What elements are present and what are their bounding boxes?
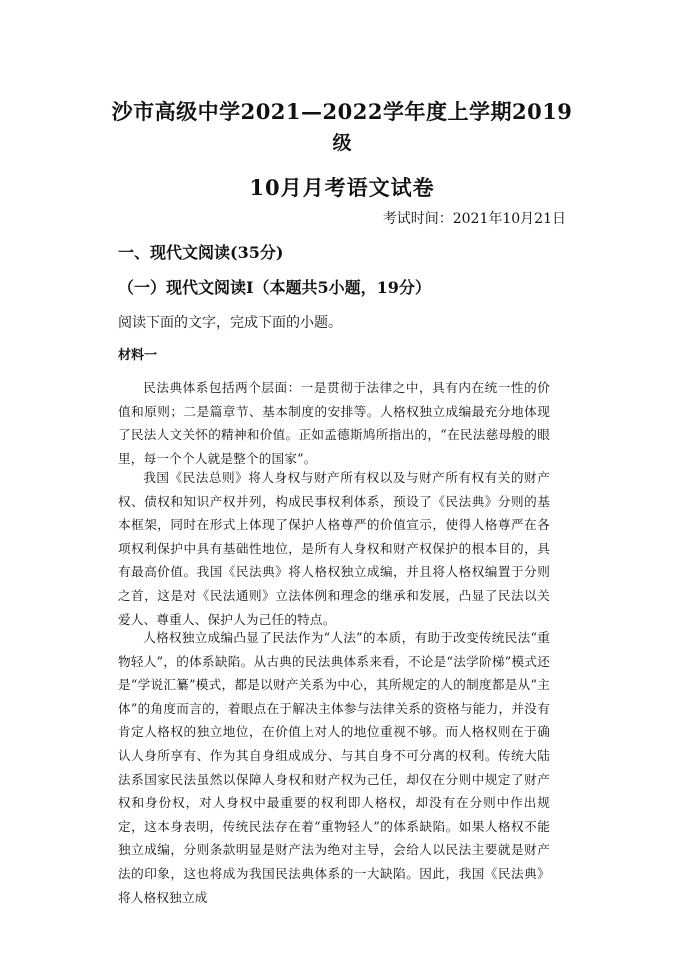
- document-title: 沙市高级中学2021—2022学年度上学期2019: [111, 99, 573, 124]
- paragraph-text: 人格权独立成编凸显了民法作为“人法”的本质，有助于改变传统民法“重物轻人”，的体系缺陷。从古典的民法典体系来看，不论是“法学阶梯”模式还是“学说汇纂”模式，都是以财产关系为中心，其所规定的人的制度都是从“主体”的角度而言的，着眼点在于解决主体参与法律关系的资格与能力，并没有肯定人格权的独立地位，在价值上对人的地位重视不够。而人格权则在于确认人身所享有、作为其自身组成成分、与其自身不可分离的权利。传统大陆法系国家民法虽然以保障人身权和财产权为己任，却仅在分则中规定了财产权和身份权，对人身权中最重要的权利即人格权，却没有在分则中作出规定，这本身表明，传统民法存在着“重物轻人”的体系缺陷。如果人格权不能独立成编，分则条款明显是财产法为绝对主导，会给人以民法主要就是财产法的印象，这也将成为我国民法典体系的一大缺陷。因此，我国《民法典》将人格权独立成: [118, 630, 550, 905]
- paragraph-1: [118, 376, 550, 470]
- material-label: 材料一: [118, 348, 158, 363]
- reading-instruction: 阅读下面的文字，完成下面的小题。: [118, 315, 342, 331]
- exam-title: 10月月考语文试卷: [249, 175, 435, 200]
- paragraph-3: [118, 626, 550, 909]
- subsection-heading: （一）现代文阅读Ⅰ（本题共5小题，19分）: [118, 278, 431, 297]
- paragraph-text: 民法典体系包括两个层面：一是贯彻于法律之中，具有内在统一性的价值和原则；二是篇章节、基本制度的安排等。人格权独立成编最充分地体现了民法人文关怀的精神和价值。正如孟德斯鸠所指出的，“在民法慈母般的眼里，每一个个人就是整个的国家”。: [118, 380, 550, 466]
- section-heading: 一、现代文阅读(35分): [118, 243, 284, 262]
- paragraph-text: 我国《民法总则》将人身权与财产所有权以及与财产所有权有关的财产权、债权和知识产权并列，构成民事权利体系，预设了《民法典》分则的基本框架，同时在形式上体现了保护人格尊严的价值宣示，使得人格尊严在各项权利保护中具有基础性地位，是所有人身权和财产权保护的根本目的，具有最高价值。我国《民法典》将人格权独立成编，并且将人格权编置于分则之首，这是对《民法通则》立法体例和理念的继承和发展，凸显了民法以关爱人、尊重人、保护人为己任的特点。: [118, 470, 550, 627]
- document-title-continued: 级: [332, 132, 352, 154]
- paragraph-2: [118, 466, 550, 631]
- exam-time: 考试时间：2021年10月21日: [382, 211, 566, 227]
